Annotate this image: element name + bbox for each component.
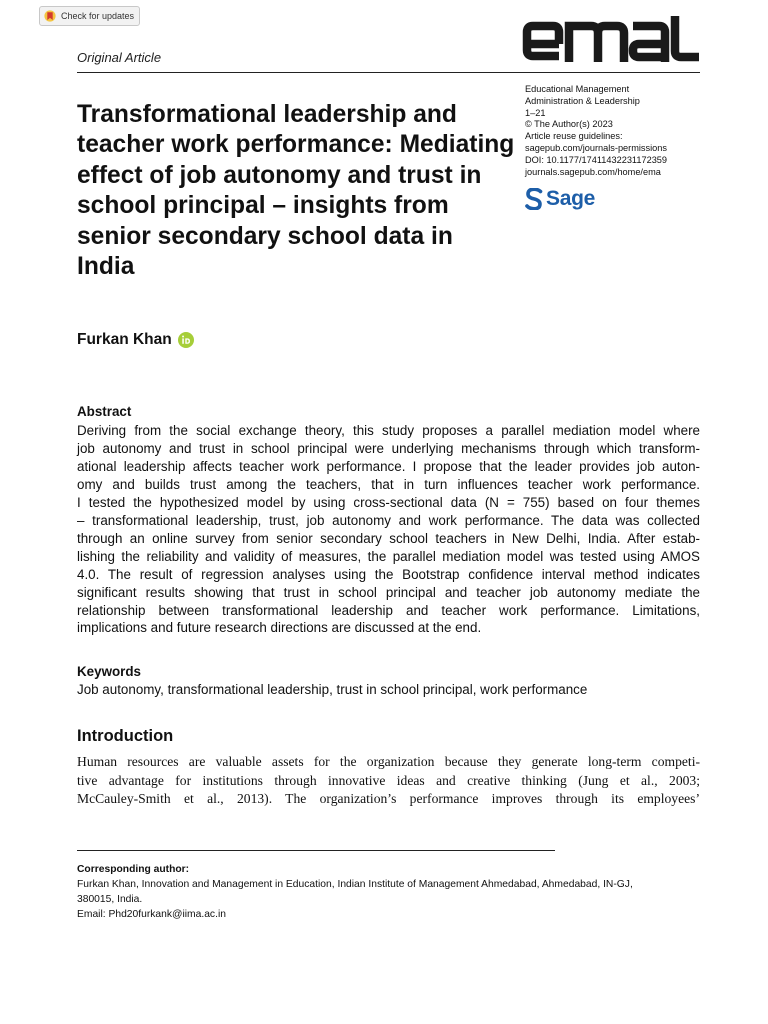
abstract-line: I tested the hypothesized model by using cross-sectional data (N = 755) based on four themes <box>77 494 700 510</box>
abstract-line: job autonomy and trust in school principal were underlying mechanisms through which transform- <box>77 440 700 456</box>
introduction-heading: Introduction <box>77 727 174 745</box>
page-range: 1–21 <box>525 107 546 118</box>
abstract-line: through an online survey from senior secondary school teachers in New Delhi, India. After estab- <box>77 530 700 546</box>
keywords-heading: Keywords <box>77 664 141 679</box>
sage-s-icon <box>525 188 543 210</box>
article-title: Transformational leadership and teacher work performance: Mediating effect of job autonomy and trust in school principal – insights from senior secondary school data in India <box>77 101 515 281</box>
abstract-line: significant results showing that trust in school principal and teacher job autonomy mediate the <box>77 584 700 600</box>
journal-homepage-link[interactable]: journals.sagepub.com/home/ema <box>525 166 661 177</box>
sage-wordmark: Sage <box>546 187 595 210</box>
orcid-icon[interactable] <box>178 332 194 348</box>
footnote-affiliation: Furkan Khan, Innovation and Management in Education, Indian Institute of Management Ahmedabad, Ahmedabad, IN-GJ, <box>77 879 633 890</box>
author-block <box>77 331 194 349</box>
abstract-text <box>77 422 700 637</box>
abstract-line: omy and builds trust among the teachers, that in turn influences teacher work performance. <box>77 476 700 492</box>
introduction-line: Human resources are valuable assets for the organization because they generate long-term competi- <box>77 754 700 769</box>
introduction-line: McCauley-Smith et al., 2013). The organization’s performance improves through its employees’ <box>77 791 700 806</box>
check-for-updates-label: Check for updates <box>61 11 135 21</box>
journal-name-line1: Educational Management <box>525 84 630 94</box>
article-type-label: Original Article <box>77 50 162 65</box>
introduction-text <box>77 753 700 809</box>
journal-logo <box>521 16 703 62</box>
footnote-email[interactable]: Email: Phd20furkank@iima.ac.in <box>77 909 226 920</box>
corresponding-author-footnote <box>77 862 707 922</box>
journal-metadata <box>525 84 710 178</box>
abstract-line: lishing the reliability and validity of measures, the parallel mediation model was tested using AMOS <box>77 548 700 564</box>
footnote-divider <box>77 850 555 851</box>
copyright: © The Author(s) 2023 <box>525 119 613 130</box>
keywords-text: Job autonomy, transformational leadership, trust in school principal, work performance <box>77 682 588 697</box>
abstract-line: Deriving from the social exchange theory, this study proposes a parallel mediation model where <box>77 423 700 438</box>
reuse-guidelines-link[interactable]: sagepub.com/journals-permissions <box>525 142 667 153</box>
doi-link[interactable]: DOI: 10.1177/17411432231172359 <box>525 154 668 165</box>
footnote-heading: Corresponding author: <box>77 864 190 875</box>
abstract-line: 4.0. The result of regression analyses using the Bootstrap confidence interval method indicates <box>77 566 700 582</box>
abstract-line: relationship between transformational leadership and teacher work performance. Limitations, <box>77 602 700 618</box>
abstract-line: ational leadership affects teacher work performance. I propose that the leader provides job auton- <box>77 458 700 474</box>
introduction-line: tive advantage for institutions through innovative ideas and creative thinking (Jung et al., 2003; <box>77 772 700 788</box>
reuse-guidelines-label: Article reuse guidelines: <box>525 131 623 142</box>
author-name[interactable]: Furkan Khan <box>77 331 172 348</box>
publisher-logo <box>525 187 595 211</box>
header-divider <box>77 72 700 73</box>
bookmark-update-icon <box>44 10 56 22</box>
abstract-heading: Abstract <box>77 404 132 419</box>
check-for-updates-button[interactable] <box>39 6 140 26</box>
abstract-line: implications and future research directions are discussed at the end. <box>77 620 482 636</box>
abstract-line: – transformational leadership, trust, job autonomy and work performance. The data was collected <box>77 512 700 528</box>
footnote-postcode: 380015, India. <box>77 894 143 905</box>
journal-name-line2: Administration & Leadership <box>525 95 640 106</box>
